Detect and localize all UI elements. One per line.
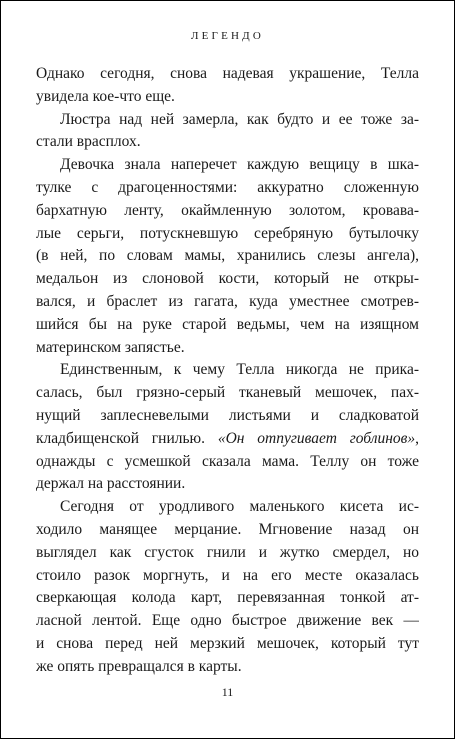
text-line: материнском запястье. — [36, 338, 185, 356]
text-line: же опять превращался в карты. — [36, 657, 242, 675]
body-text — [36, 63, 419, 679]
text-fragment: , — [415, 429, 419, 447]
text-line: сверкающая колода карт, перевязанная тонкой ат- — [36, 589, 419, 607]
text-line: шийся бы на руке старой ведьмы, чем на изящном — [36, 315, 419, 333]
text-line: вался, и браслет из гагата, куда уместнее смотрев- — [36, 292, 419, 310]
text-line: ходило манящее мерцание. Мгновение назад он — [36, 520, 419, 538]
running-header: ЛЕГЕНДО — [190, 30, 265, 42]
text-line: тулке с драгоценностями: аккуратно сложенную — [36, 178, 419, 196]
text-line: и снова перед ней мерзкий мешочек, который тут — [36, 634, 419, 652]
text-line: Единственным, к чему Телла никогда не прика- — [60, 361, 419, 379]
text-line: Сегодня от уродливого маленького кисета ис- — [60, 498, 419, 516]
text-line: стоило разок моргнуть, и на его месте оказалась — [36, 566, 419, 584]
text-line: Девочка знала наперечет каждую вещицу в шка- — [60, 156, 419, 174]
text-line: однажды с усмешкой сказала мама. Теллу он тоже — [36, 452, 419, 470]
text-line: бархатную ленту, окаймленную золотом, кровава- — [36, 201, 419, 219]
italic-quote: «Он отпугивает гоблинов» — [217, 429, 416, 447]
text-line: стали врасплох. — [36, 133, 141, 151]
text-line: (в ней, по словам мамы, хранились слезы ангела), — [36, 247, 419, 265]
text-line: медальон из слоновой кости, который не откры- — [36, 270, 419, 288]
text-line: увидела кое-что еще. — [36, 87, 175, 105]
text-fragment: кладбищенской гнилью. — [36, 429, 206, 447]
page-number: 11 — [221, 685, 234, 699]
text-line: Однако сегодня, снова надевая украшение, Телла — [36, 65, 419, 82]
text-line: Люстра над ней замерла, как будто и ее тоже за- — [60, 110, 419, 128]
text-line-with-quote — [36, 428, 419, 451]
text-line: лые серьги, потускневшую серебряную бутылочку — [36, 224, 419, 242]
text-line: нущий заплесневелыми листьями и сладковатой — [36, 406, 419, 424]
text-line: салась, был грязно-серый тканевый мешочек, пах- — [36, 384, 419, 402]
text-line: выглядел как сгусток гнили и жутко смердел, но — [36, 543, 419, 561]
text-line: ласной лентой. Еще одно быстрое движение век — — [36, 612, 419, 630]
text-line: держал на расстоянии. — [36, 475, 186, 493]
